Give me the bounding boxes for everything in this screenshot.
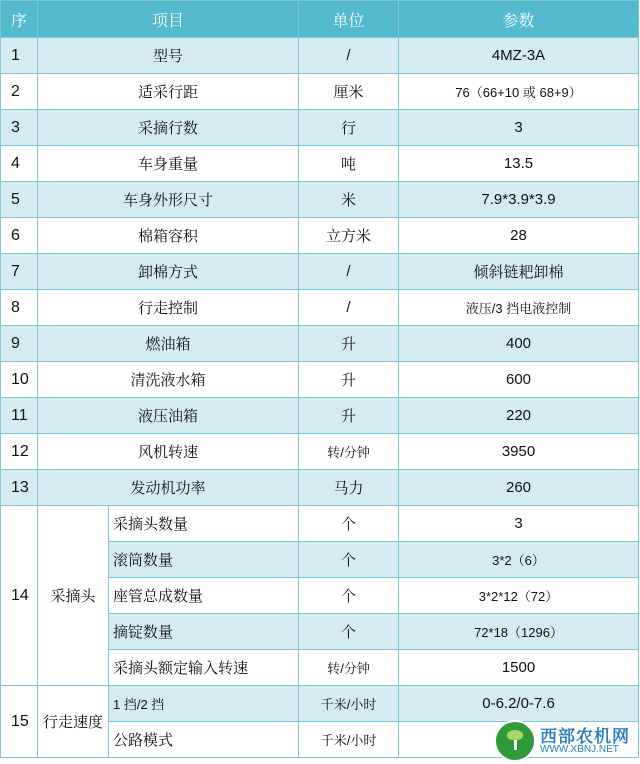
row-unit: 升 xyxy=(299,362,399,398)
row-item: 采摘行数 xyxy=(38,110,299,146)
row-value: 1500 xyxy=(399,650,639,686)
row-item: 清洗液水箱 xyxy=(38,362,299,398)
row-number: 15 xyxy=(1,686,38,758)
row-value: 0-6.2/0-7.6 xyxy=(399,686,639,722)
row-value: 13.5 xyxy=(399,146,639,182)
row-item: 型号 xyxy=(38,38,299,74)
row-value: 3*2*12（72） xyxy=(399,578,639,614)
row-unit: 升 xyxy=(299,326,399,362)
row-unit: 个 xyxy=(299,614,399,650)
watermark xyxy=(488,720,638,764)
row-number: 9 xyxy=(1,326,38,362)
row-unit: / xyxy=(299,38,399,74)
row-number: 1 xyxy=(1,38,38,74)
row-number: 10 xyxy=(1,362,38,398)
table-row xyxy=(1,218,639,254)
row-value: 220 xyxy=(399,398,639,434)
row-unit: 千米/小时 xyxy=(299,722,399,758)
row-unit: 马力 xyxy=(299,470,399,506)
group-category: 采摘头 xyxy=(38,506,109,686)
row-item: 采摘头数量 xyxy=(109,506,299,542)
row-unit: 个 xyxy=(299,542,399,578)
header-item: 项目 xyxy=(38,1,299,38)
table-row xyxy=(1,182,639,218)
row-value: 260 xyxy=(399,470,639,506)
row-item: 1 挡/2 挡 xyxy=(109,686,299,722)
row-item: 车身外形尺寸 xyxy=(38,182,299,218)
row-value: 3 xyxy=(399,110,639,146)
watermark-name: 西部农机网 xyxy=(540,727,630,746)
row-number: 7 xyxy=(1,254,38,290)
row-number: 6 xyxy=(1,218,38,254)
table-row xyxy=(1,470,639,506)
row-item: 棉箱容积 xyxy=(38,218,299,254)
row-unit: 米 xyxy=(299,182,399,218)
header-param: 参数 xyxy=(399,1,639,38)
row-value: 倾斜链耙卸棉 xyxy=(399,254,639,290)
group-category: 行走速度 xyxy=(38,686,109,758)
row-unit: 吨 xyxy=(299,146,399,182)
table-row xyxy=(1,38,639,74)
table-row xyxy=(1,398,639,434)
row-unit: 个 xyxy=(299,506,399,542)
row-value: 72*18（1296） xyxy=(399,614,639,650)
row-item: 行走控制 xyxy=(38,290,299,326)
header-seq: 序 xyxy=(1,1,38,38)
row-item: 滚筒数量 xyxy=(109,542,299,578)
row-value: 76（66+10 或 68+9） xyxy=(399,74,639,110)
table-row xyxy=(1,110,639,146)
table-row xyxy=(1,326,639,362)
row-item: 车身重量 xyxy=(38,146,299,182)
row-number: 14 xyxy=(1,506,38,686)
row-item: 摘锭数量 xyxy=(109,614,299,650)
table-row xyxy=(1,254,639,290)
row-unit: 转/分钟 xyxy=(299,650,399,686)
header-row xyxy=(1,1,639,38)
row-number: 3 xyxy=(1,110,38,146)
row-unit: 升 xyxy=(299,398,399,434)
header-unit: 单位 xyxy=(299,1,399,38)
row-value: 3*2（6） xyxy=(399,542,639,578)
tractor-logo-icon xyxy=(494,720,536,762)
row-value: 7.9*3.9*3.9 xyxy=(399,182,639,218)
row-unit: / xyxy=(299,254,399,290)
row-unit: 个 xyxy=(299,578,399,614)
row-item: 座管总成数量 xyxy=(109,578,299,614)
row-item: 卸棉方式 xyxy=(38,254,299,290)
row-unit: 行 xyxy=(299,110,399,146)
row-number: 4 xyxy=(1,146,38,182)
row-value: 4MZ-3A xyxy=(399,38,639,74)
row-item: 燃油箱 xyxy=(38,326,299,362)
row-number: 2 xyxy=(1,74,38,110)
row-item: 采摘头额定输入转速 xyxy=(109,650,299,686)
row-number: 12 xyxy=(1,434,38,470)
row-value: 液压/3 挡电液控制 xyxy=(399,290,639,326)
table-row xyxy=(1,434,639,470)
row-number: 8 xyxy=(1,290,38,326)
row-value: 3950 xyxy=(399,434,639,470)
row-number: 13 xyxy=(1,470,38,506)
row-item: 适采行距 xyxy=(38,74,299,110)
row-number: 5 xyxy=(1,182,38,218)
row-unit: 千米/小时 xyxy=(299,686,399,722)
row-unit: / xyxy=(299,290,399,326)
table-row xyxy=(1,362,639,398)
table-row xyxy=(1,686,639,722)
table-row xyxy=(1,146,639,182)
watermark-url: WWW.XBNJ.NET xyxy=(540,744,619,755)
row-value: 600 xyxy=(399,362,639,398)
row-item: 风机转速 xyxy=(38,434,299,470)
row-item: 公路模式 xyxy=(109,722,299,758)
row-value: 28 xyxy=(399,218,639,254)
table-row xyxy=(1,506,639,542)
row-item: 液压油箱 xyxy=(38,398,299,434)
row-value: 400 xyxy=(399,326,639,362)
row-number: 11 xyxy=(1,398,38,434)
table-row xyxy=(1,290,639,326)
row-unit: 立方米 xyxy=(299,218,399,254)
row-value: 3 xyxy=(399,506,639,542)
row-unit: 厘米 xyxy=(299,74,399,110)
table-row xyxy=(1,74,639,110)
row-unit: 转/分钟 xyxy=(299,434,399,470)
row-item: 发动机功率 xyxy=(38,470,299,506)
